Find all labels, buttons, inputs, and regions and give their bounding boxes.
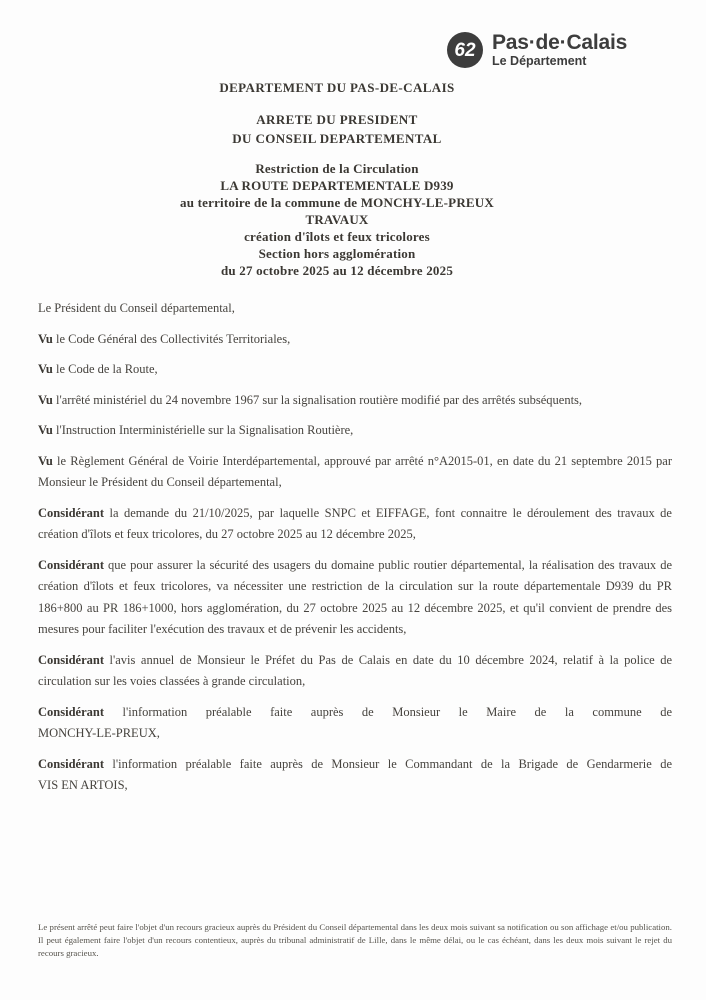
footer-legal-notice: Le présent arrêté peut faire l'objet d'un recours gracieux auprès du Président du Conseil départemental dans les deux mois suivant sa notification ou son affichage et/ou publication. Il peut également faire l'objet d'un recours contentieux, auprès du tribunal administratif de Lille, dans le même délai, ou le cas échéant, dans les deux mois suivant le rejet du recours gracieux. xyxy=(38,922,672,958)
paragraph-considerant-avis-prefet xyxy=(38,650,672,693)
paragraph-text: Le Président du Conseil départemental, xyxy=(38,301,235,315)
paragraph-vu-code-route xyxy=(38,359,672,381)
subject-line-restriction: Restriction de la Circulation xyxy=(255,161,419,176)
department-number: 62 xyxy=(454,39,476,61)
paragraph-vu-arrete-1967 xyxy=(38,390,672,412)
paragraph-first-line xyxy=(38,702,672,724)
paragraph-considerant-gendarmerie xyxy=(38,754,672,797)
department-62-badge-icon xyxy=(447,32,483,68)
paragraph-text: le Code Général des Collectivités Territoriales, xyxy=(52,331,291,346)
paragraph-lead: Considérant xyxy=(38,652,104,667)
paragraph-lead: Considérant xyxy=(38,756,104,771)
paragraph-text: l'information préalable faite auprès de Monsieur le Commandant de la Brigade de Gendarmerie de xyxy=(103,756,672,771)
subject-line-travaux: TRAVAUX xyxy=(305,212,369,227)
logo-subtitle: Le Département xyxy=(492,54,587,68)
paragraph-considerant-securite xyxy=(38,555,672,641)
paragraph-lead: Vu xyxy=(38,362,53,376)
paragraph-text: que pour assurer la sécurité des usagers du domaine public routier départemental, la réalisation des travaux de création d'îlots et feux tricolores, va nécessiter une restriction de la circulation sur la route départementale D939 du PR 186+800 au PR 186+1000, hors agglomération, du 27 octobre 2025 au 12 décembre 2025, et qu'il convient de prendre des mesures pour faciliter l'exécution des travaux et de prévenir les accidents, xyxy=(38,557,672,636)
paragraph-text: l'Instruction Interministérielle sur la Signalisation Routière, xyxy=(52,423,354,437)
subject-block xyxy=(0,160,674,279)
paragraph-lead: Vu xyxy=(38,331,53,346)
document-title xyxy=(0,111,674,148)
paragraph-intro xyxy=(38,298,672,320)
paragraph-lead: Vu xyxy=(38,453,53,468)
pas-de-calais-logo xyxy=(447,32,627,68)
document-title-line1: ARRETE DU PRESIDENT xyxy=(256,112,418,127)
subject-line-section: Section hors agglomération xyxy=(258,246,416,261)
body-text xyxy=(38,298,672,806)
paragraph-text: l'arrêté ministériel du 24 novembre 1967 sur la signalisation routière modifié par des arrêtés subséquents, xyxy=(52,392,583,407)
logo-name: Pas·de·Calais xyxy=(492,31,628,54)
paragraph-text-line2: MONCHY-LE-PREUX, xyxy=(38,726,160,740)
document-title-line2: DU CONSEIL DEPARTEMENTAL xyxy=(232,130,442,146)
paragraph-vu-reglement-voirie xyxy=(38,451,672,494)
subject-line-dates: du 27 octobre 2025 au 12 décembre 2025 xyxy=(220,263,454,278)
paragraph-text-line2: VIS EN ARTOIS, xyxy=(38,778,128,792)
subject-line-road: LA ROUTE DEPARTEMENTALE D939 xyxy=(220,178,454,193)
paragraph-considerant-maire xyxy=(38,702,672,745)
paragraph-first-line xyxy=(38,754,672,776)
paragraph-text: le Règlement Général de Voirie Interdépartemental, approuvé par arrêté n°A2015-01, en date du 21 septembre 2015 par Monsieur le Président du Conseil départemental, xyxy=(38,453,672,489)
paragraph-vu-instruction xyxy=(38,420,672,442)
paragraph-considerant-demande xyxy=(38,503,672,546)
paragraph-text: la demande du 21/10/2025, par laquelle SNPC et EIFFAGE, font connaitre le déroulement des travaux de création d'îlots et feux tricolores, du 27 octobre 2025 au 12 décembre 2025, xyxy=(38,505,672,541)
paragraph-lead: Considérant xyxy=(38,704,104,719)
paragraph-text: l'avis annuel de Monsieur le Préfet du Pas de Calais en date du 10 décembre 2024, relatif à la police de circulation sur les voies classées à grande circulation, xyxy=(38,652,672,688)
paragraph-lead: Vu xyxy=(38,392,53,407)
logo-text-block xyxy=(492,32,627,68)
paragraph-text: l'information préalable faite auprès de Monsieur le Maire de la commune de xyxy=(103,704,672,719)
paragraph-lead: Considérant xyxy=(38,557,104,572)
subject-line-commune: au territoire de la commune de MONCHY-LE-PREUX xyxy=(180,195,494,210)
paragraph-lead: Considérant xyxy=(38,505,104,520)
paragraph-vu-collectivites xyxy=(38,329,672,351)
paragraph-lead: Vu xyxy=(38,423,53,437)
paragraph-text: le Code de la Route, xyxy=(52,362,158,376)
subject-line-works-detail: création d'îlots et feux tricolores xyxy=(244,229,430,244)
header-department-line: DEPARTEMENT DU PAS-DE-CALAIS xyxy=(219,80,455,95)
